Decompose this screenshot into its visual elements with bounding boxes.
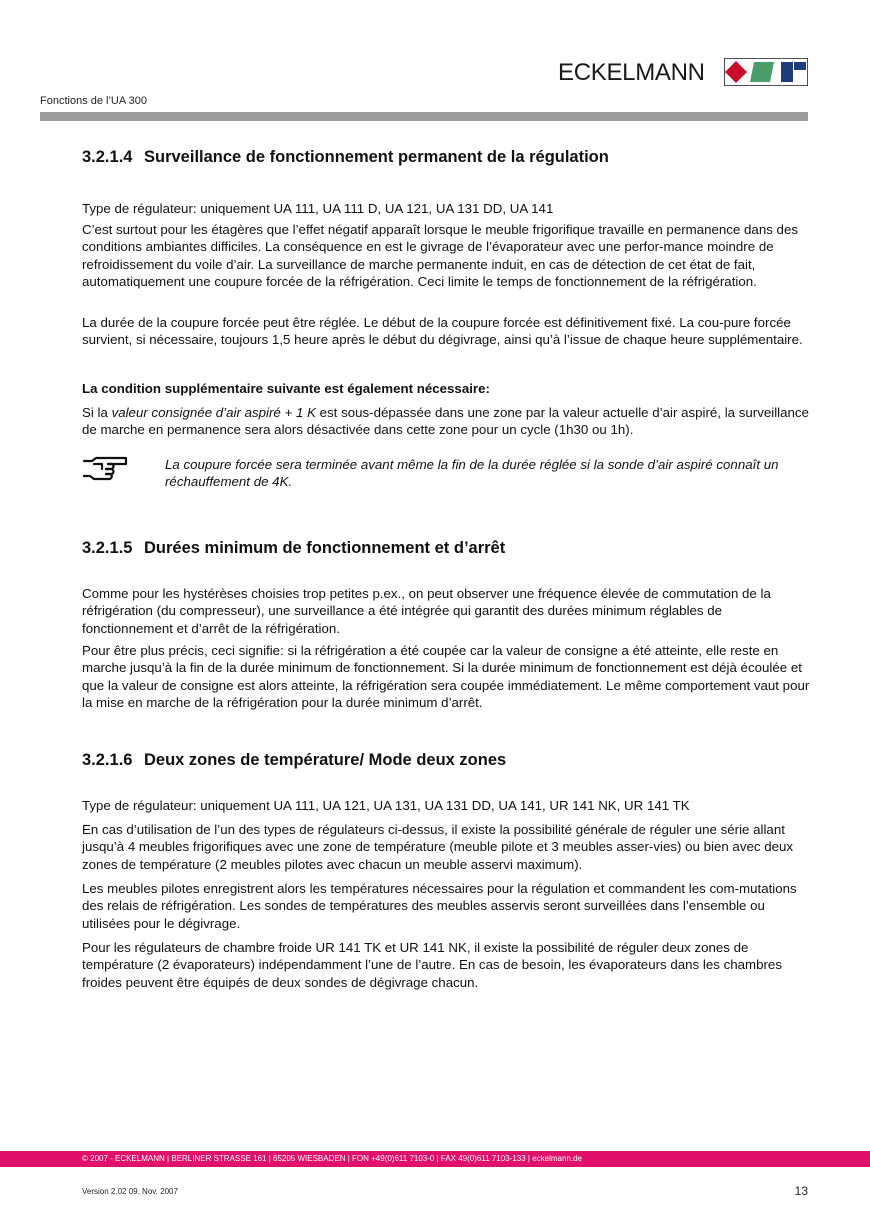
section-heading-3-2-1-6 <box>82 751 810 770</box>
section-title: Deux zones de température/ Mode deux zones <box>144 751 507 769</box>
italic-term: valeur consignée d’air aspiré + 1 K <box>111 405 316 420</box>
section-number: 3.2.1.4 <box>82 148 133 166</box>
eckelmann-logo <box>558 57 808 87</box>
body-paragraph: Comme pour les hystérèses choisies trop petites p.ex., on peut observer une fréquence élevée de commutation de la réfrigération (du compresseur), une surveillance a été intégrée qui garantit des durées minimum réglables de fonctionnement et d’arrêt de la réfrigération. <box>82 586 771 636</box>
body-paragraph: C’est surtout pour les étagères que l’effet négatif apparaît lorsque le meuble frigorifique travaille en permanence dans des conditions ambiantes difficiles. La conséquence en est le givrage de l’évaporateur avec une perfor-mance moindre de refroidissement du voile d’air. La surveillance de marche permanente induit, en cas de détection de cet état de fait, automatiquement une coupure forcée de la réfrigération. Ceci limite le temps de fonctionnement de la réfrigération. <box>82 222 798 290</box>
footer-copyright: © 2007 - ECKELMANN | BERLINER STRASSE 161 | 65205 WIESBADEN | FON +49(0)611 7103-0 | FAX 49(0)611 7103-133 | eckelmann.de <box>82 1154 583 1163</box>
text-run: est sous-dépassée dans une zone par la valeur actuelle d’air aspiré, la surveillance de marche en permanence sera alors désactivée dans cette zone pour un cycle (1h30 ou 1h). <box>82 405 809 438</box>
body-paragraph: La durée de la coupure forcée peut être réglée. Le début de la coupure forcée est définitivement fixé. La cou-pure forcée survient, si nécessaire, toujours 1,5 heure après le début du dégivrage, ainsi qu’à l’issue de chaque heure supplémentaire. <box>82 315 803 348</box>
logo-squares-icon <box>724 58 808 86</box>
bold-condition-paragraph: La condition supplémentaire suivante est également nécessaire: <box>82 381 490 396</box>
version-label: Version 2.02 09. Nov. 2007 <box>82 1187 178 1196</box>
logo-wordmark: ECKELMANN <box>558 59 705 86</box>
body-paragraph <box>82 404 810 439</box>
note-text: La coupure forcée sera terminée avant même la fin de la durée réglée si la sonde d’air aspiré connaît un réchauffement de 4K. <box>165 457 779 490</box>
header-rule <box>40 112 808 121</box>
running-header: Fonctions de l’UA 300 <box>40 95 148 107</box>
body-paragraph: Pour être plus précis, ceci signifie: si la réfrigération a été coupée car la valeur de consigne a été atteinte, elle reste en marche jusqu’à la fin de la durée minimum de fonctionnement. Si la durée minimum de fonctionnement est déjà écoulée et que la valeur de consigne est alors atteinte, la réfrigération sera coupée immédiatement. Le même comportement vaut pour la mise en marche de la réfrigération pour la durée minimum d’arrêt. <box>82 643 810 711</box>
page-number: 13 <box>794 1184 808 1198</box>
text-run: Si la <box>82 405 112 420</box>
section-number: 3.2.1.6 <box>82 751 133 769</box>
pointing-hand-icon <box>82 455 130 483</box>
controller-types-paragraph: Type de régulateur: uniquement UA 111, UA 111 D, UA 121, UA 131 DD, UA 141 <box>82 201 554 216</box>
controller-types-paragraph: Type de régulateur: uniquement UA 111, UA 121, UA 131, UA 131 DD, UA 141, UR 141 NK, UR 141 TK <box>82 798 690 813</box>
section-title: Durées minimum de fonctionnement et d’arrêt <box>144 539 506 557</box>
body-paragraph: Les meubles pilotes enregistrent alors les températures nécessaires pour la régulation et commandent les com-mutations des relais de réfrigération. Les sondes de températures des meubles asservis seront surveillées dans l’ensemble ou utilisées pour le dégivrage. <box>82 881 797 931</box>
section-heading-3-2-1-4 <box>82 148 810 167</box>
section-title: Surveillance de fonctionnement permanent de la régulation <box>144 148 609 166</box>
body-paragraph: En cas d’utilisation de l’un des types de régulateurs ci-dessus, il existe la possibilité générale de réguler une série allant jusqu’à 4 meubles frigorifiques avec une zone de température (meuble pilote et 3 meubles asser-vies) ou bien avec deux zones de température (2 meubles pilotes avec chacun un meuble asservi maximum). <box>82 822 794 872</box>
section-number: 3.2.1.5 <box>82 539 133 557</box>
footer-bar <box>0 1151 870 1167</box>
body-paragraph: Pour les régulateurs de chambre froide UR 141 TK et UR 141 NK, il existe la possibilité de réguler deux zones de température (2 évaporateurs) indépendamment l’une de l’autre. En cas de besoin, les évaporateurs dans les chambres froides peuvent être équipés de deux sondes de dégivrage chacun. <box>82 940 782 990</box>
section-heading-3-2-1-5 <box>82 539 810 558</box>
